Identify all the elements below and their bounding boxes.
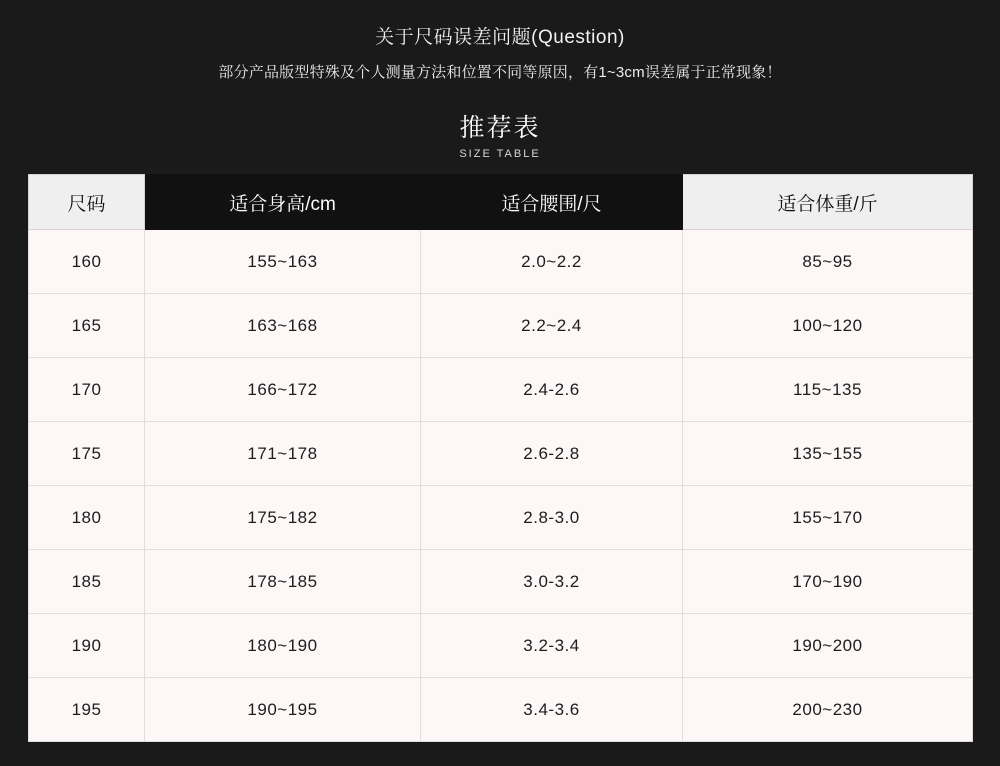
cell-size: 195 [29,678,145,742]
cell-weight: 200~230 [683,678,973,742]
cell-waist: 3.0-3.2 [421,550,683,614]
cell-waist: 2.0~2.2 [421,230,683,294]
cell-weight: 155~170 [683,486,973,550]
cell-height: 175~182 [145,486,421,550]
size-table-wrap [28,174,972,742]
question-title: 关于尺码误差问题(Question) [375,27,625,48]
table-title-en: SIZE TABLE [459,148,541,160]
cell-size: 185 [29,550,145,614]
cell-waist: 3.2-3.4 [421,614,683,678]
cell-height: 163~168 [145,294,421,358]
cell-waist: 3.4-3.6 [421,678,683,742]
cell-weight: 115~135 [683,358,973,422]
page-header [0,0,1000,82]
cell-height: 171~178 [145,422,421,486]
cell-waist: 2.2~2.4 [421,294,683,358]
cell-height: 166~172 [145,358,421,422]
table-row [29,678,973,742]
column-header-waist: 适合腰围/尺 [421,175,683,230]
cell-waist: 2.4-2.6 [421,358,683,422]
table-header-row [29,175,973,230]
table-row [29,614,973,678]
column-header-size: 尺码 [29,175,145,230]
footer-spacer [0,742,1000,752]
cell-height: 190~195 [145,678,421,742]
cell-size: 165 [29,294,145,358]
table-row [29,358,973,422]
cell-waist: 2.6-2.8 [421,422,683,486]
cell-size: 175 [29,422,145,486]
cell-size: 180 [29,486,145,550]
cell-weight: 100~120 [683,294,973,358]
column-header-height: 适合身高/cm [145,175,421,230]
table-row [29,486,973,550]
cell-height: 155~163 [145,230,421,294]
size-table-head [29,175,973,230]
cell-weight: 85~95 [683,230,973,294]
cell-size: 190 [29,614,145,678]
table-title-cn: 推荐表 [459,114,541,142]
cell-weight: 170~190 [683,550,973,614]
cell-waist: 2.8-3.0 [421,486,683,550]
cell-height: 178~185 [145,550,421,614]
cell-size: 170 [29,358,145,422]
table-row [29,550,973,614]
cell-height: 180~190 [145,614,421,678]
size-table-body [29,230,973,742]
question-note: 部分产品版型特殊及个人测量方法和位置不同等原因，有1~3cm误差属于正常现象！ [218,64,782,81]
table-row [29,422,973,486]
cell-weight: 135~155 [683,422,973,486]
table-row [29,294,973,358]
table-row [29,230,973,294]
cell-size: 160 [29,230,145,294]
table-title-block [0,108,1000,160]
size-table [28,174,973,742]
column-header-weight: 适合体重/斤 [683,175,973,230]
cell-weight: 190~200 [683,614,973,678]
